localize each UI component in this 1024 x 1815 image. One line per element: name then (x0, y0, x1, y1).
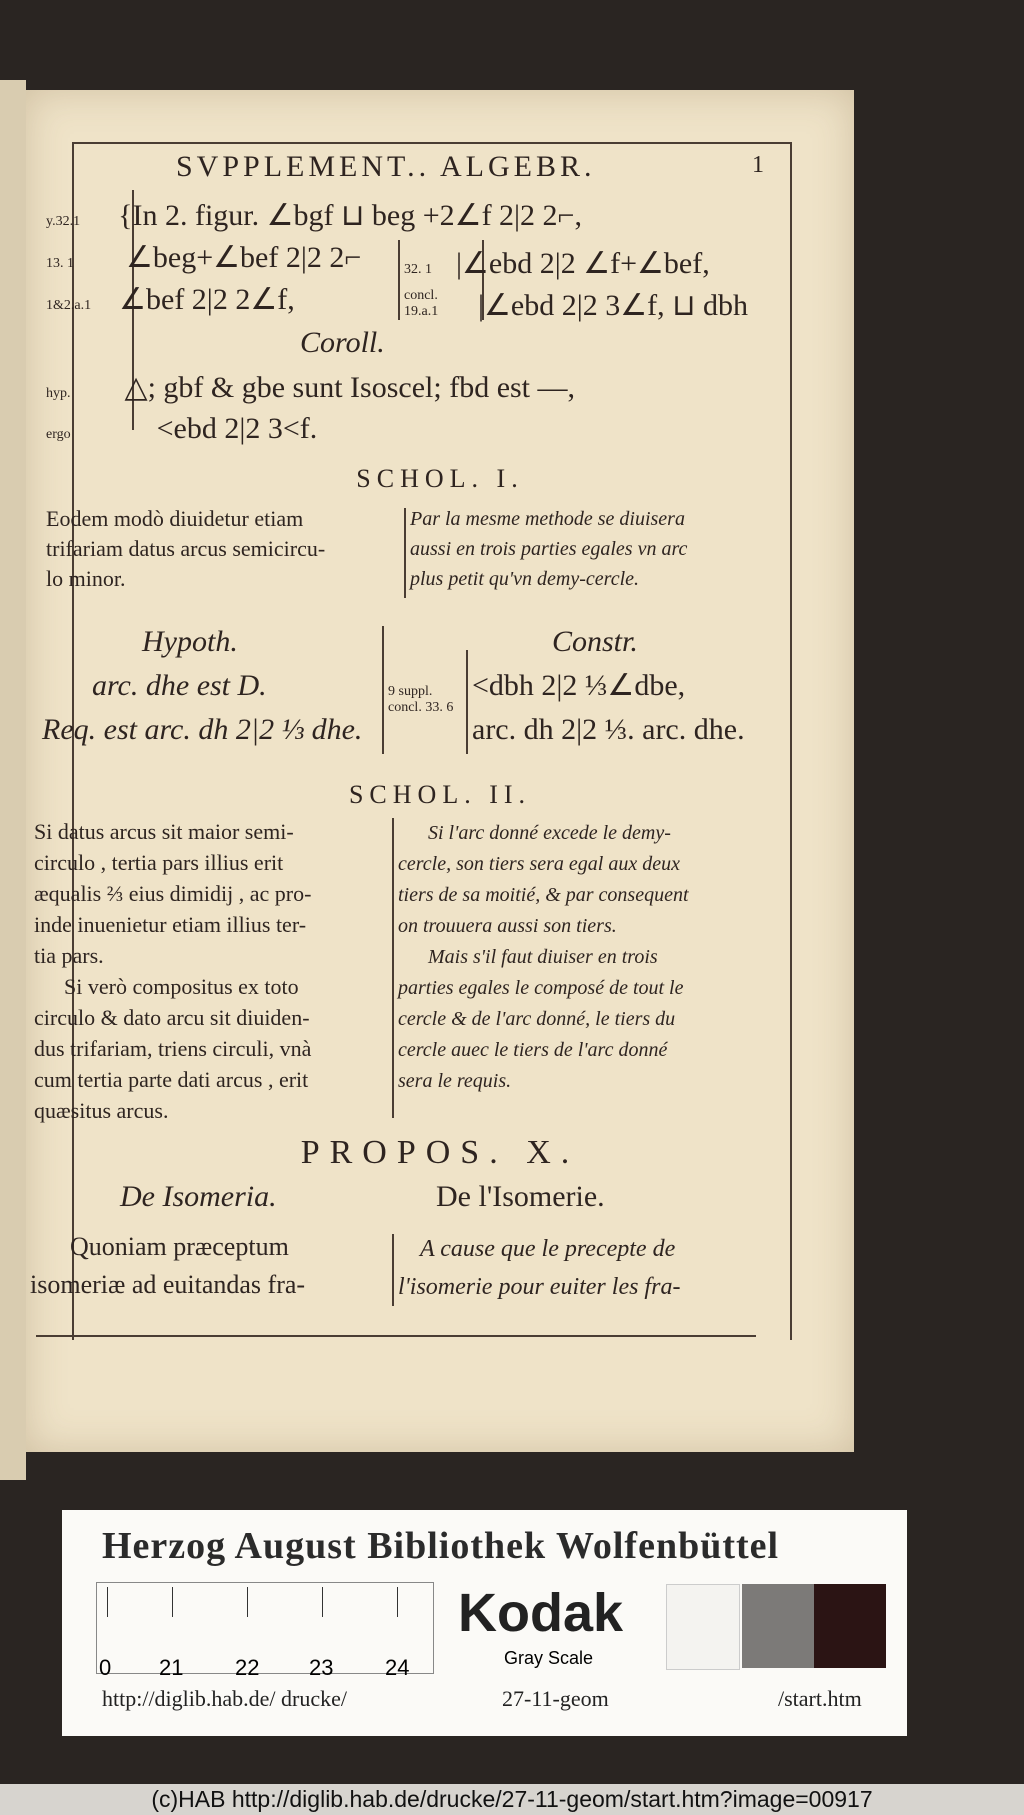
gray-swatch (742, 1584, 814, 1668)
proposition-heading: PROPOS. X. (300, 1134, 580, 1171)
schol-2-heading: SCHOL. II. (348, 780, 532, 809)
library-color-card (62, 1510, 907, 1736)
schol-2-french: Si l'arc donné excede le demy- cercle, son tiers sera egal aux deux tiers de sa moitié, & par consequent on trouuera aussi son tiers. Mais s'il faut diuiser en trois parties egales le composé de tout le cercle & de l'arc donné, le tiers du cercle auec le tiers de l'arc donné sera le requis. (398, 822, 689, 1092)
black-swatch (814, 1584, 886, 1668)
url-part-2: 27-11-geom (502, 1686, 609, 1711)
page-frame-bottom (36, 1335, 756, 1337)
schol-2-latin: Si datus arcus sit maior semi- circulo , tertia pars illius erit æqualis ⅔ eius dimidij , ac pro- inde inuenietur etiam illius ter- tia pars. Si verò compositus ex toto circulo & dato arcu sit diuiden- dus trifariam, triens circuli, vnà cum tertia parte dati arcus , erit quæsitus arcus. (34, 819, 312, 1123)
ruler-label: 22 (235, 1655, 260, 1680)
schol-1-french: Par la mesme methode se diuisera aussi en trois parties egales vn arc plus petit qu'vn demy-cercle. (410, 508, 688, 590)
schol-1-heading: SCHOL. I. (356, 464, 524, 493)
schol-1-latin: Eodem modò diuidetur etiam trifariam datus arcus semicircu- lo minor. (46, 506, 326, 591)
latin-subheading: De Isomeria. (120, 1180, 277, 1213)
page-number: 1 (752, 152, 764, 178)
equation-row-3: 1&2.a.1 ∠bef 2|2 2∠f, (46, 283, 295, 316)
ruler-label: 0 (99, 1655, 112, 1680)
equation-row-1: y.32.1 {In 2. figur. ∠bgf ⊔ beg +2∠f 2|2 2⌐, (46, 199, 582, 232)
scale-ruler (96, 1582, 434, 1680)
running-header: SVPPLEMENT.. ALGEBR. (176, 150, 596, 183)
equation-row-5: ergo <ebd 2|2 3<f. (46, 412, 318, 445)
equation-row-4: hyp. △; gbf & gbe sunt Isoscel; fbd est —, (46, 371, 576, 404)
coroll-heading: Coroll. (300, 326, 385, 359)
equation-row-2: 13. 1 ∠beg+∠bef 2|2 2⌐ (46, 241, 362, 274)
url-part-3: /start.htm (778, 1686, 862, 1711)
hypoth-reference: 9 suppl. concl. 33. 6 (388, 684, 454, 715)
library-name: Herzog August Bibliothek Wolfenbüttel (102, 1525, 780, 1567)
url-part-1: http://diglib.hab.de/ drucke/ (102, 1686, 348, 1711)
gray-scale-label: Gray Scale (504, 1648, 594, 1668)
hypoth-block: Hypoth. arc. dhe est D. Req. est arc. dh 2|2 ⅓ dhe. (42, 625, 363, 746)
ruler-label: 24 (385, 1655, 410, 1680)
propos-latin-text: Quoniam præceptum isomeriæ ad euitandas fra- (30, 1232, 306, 1299)
ruler-label: 23 (309, 1655, 334, 1680)
equation-row-2-right: 32. 1 |∠ebd 2|2 ∠f+∠bef, (404, 247, 710, 280)
french-subheading: De l'Isomerie. (436, 1180, 605, 1213)
white-swatch (666, 1584, 740, 1670)
book-page (26, 90, 854, 1452)
propos-french-text: A cause que le precepte de l'isomerie pour euiter les fra- (398, 1236, 681, 1300)
adjacent-page-edge (0, 80, 26, 1480)
kodak-logo: Kodak (458, 1583, 624, 1643)
ruler-label: 21 (159, 1655, 184, 1680)
copyright-footer: (c)HAB http://diglib.hab.de/drucke/27-11-geom/start.htm?image=00917 (0, 1784, 1024, 1815)
equation-row-3-right: concl. 19.a.1 |∠ebd 2|2 3∠f, ⊔ dbh (404, 288, 749, 322)
constr-block: Constr. <dbh 2|2 ⅓∠dbe, arc. dh 2|2 ⅓. arc. dhe. (472, 625, 745, 746)
